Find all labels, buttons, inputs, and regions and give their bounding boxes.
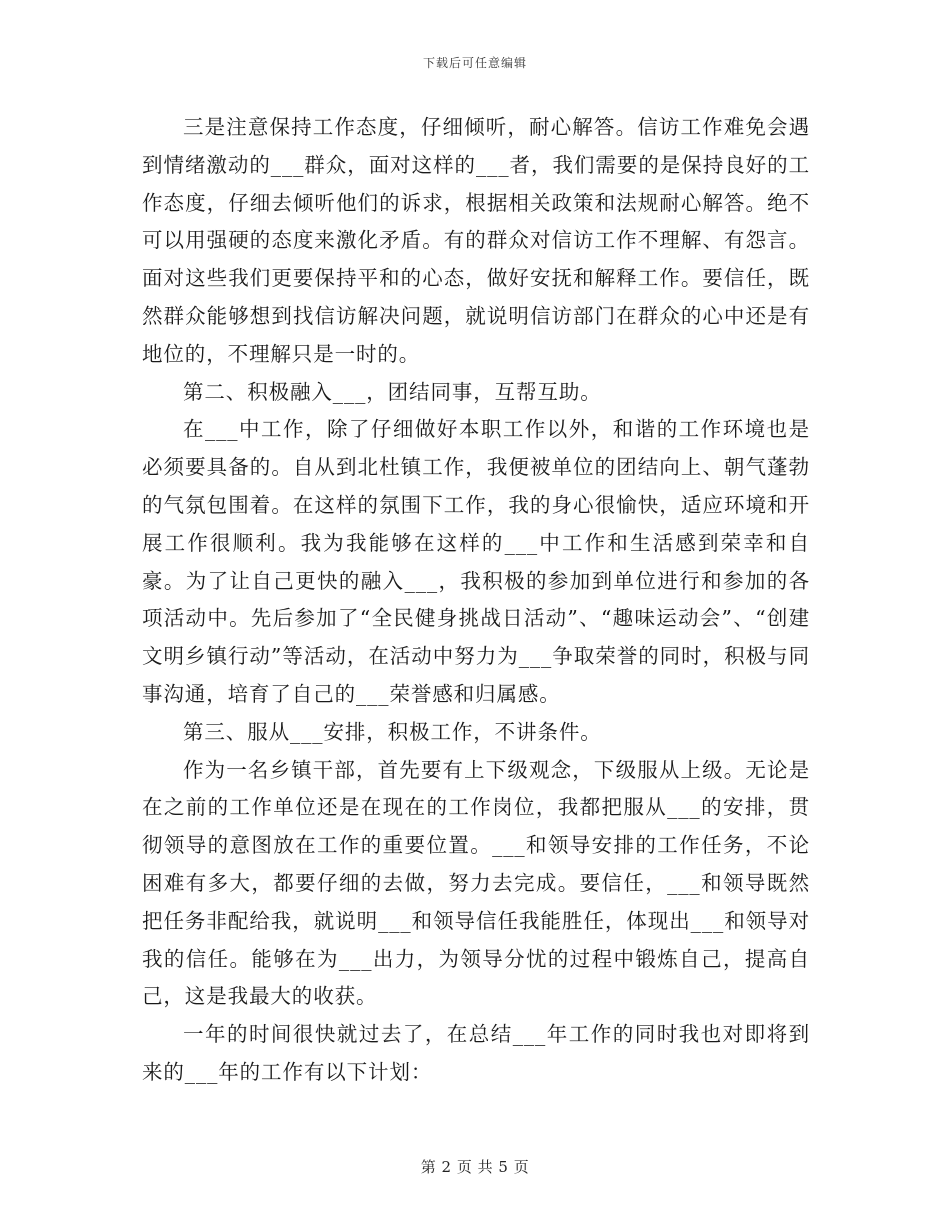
paragraph-next-year-plan: 一年的时间很快就过去了，在总结___年工作的同时我也对即将到来的___年的工作有以下计划： <box>142 1022 810 1084</box>
document-body <box>142 109 810 1092</box>
paragraph-cadre-duty: 作为一名乡镇干部，首先要有上下级观念，下级服从上级。无论是在之前的工作单位还是在现在的工作岗位，我都把服从___的安排，贯彻领导的意图放在工作的重要位置。___和领导安排的工作任务，不论困难有多大，都要仔细的去做，努力去完成。要信任，___和领导既然把任务非配给我，就说明___和领导信任我能胜任，体现出___和领导对我的信任。能够在为___出力，为领导分忧的过程中锻炼自己，提高自己，这是我最大的收获。 <box>142 757 810 1009</box>
page-header-note: 下载后可任意编辑 <box>422 56 527 70</box>
heading-third-obey: 第三、服从___安排，积极工作，不讲条件。 <box>183 719 602 744</box>
page-number: 第 2 页 共 5 页 <box>420 1158 530 1176</box>
paragraph-work-environment: 在___中工作，除了仔细做好本职工作以外，和谐的工作环境也是必须要具备的。自从到北杜镇工作，我便被单位的团结向上、朝气蓬勃的气氛包围着。在这样的氛围下工作，我的身心很愉快，适应环境和开展工作很顺利。我为我能够在这样的___中工作和生活感到荣幸和自豪。为了让自己更快的融入___，我积极的参加到单位进行和参加的各项活动中。先后参加了“全民健身挑战日活动”、“趣味运动会”、“创建文明乡镇行动”等活动，在活动中努力为___争取荣誉的同时，积极与同事沟通，培育了自己的___荣誉感和归属感。 <box>142 417 810 706</box>
paragraph-attitude: 三是注意保持工作态度，仔细倾听，耐心解答。信访工作难免会遇到情绪激动的___群众，面对这样的___者，我们需要的是保持良好的工作态度，仔细去倾听他们的诉求，根据相关政策和法规耐心解答。绝不可以用强硬的态度来激化矛盾。有的群众对信访工作不理解、有怨言。面对这些我们更要保持平和的心态，做好安抚和解释工作。要信任，既然群众能够想到找信访解决问题，就说明信访部门在群众的心中还是有地位的，不理解只是一时的。 <box>142 115 810 366</box>
heading-second-integrate: 第二、积极融入___，团结同事，互帮互助。 <box>183 379 602 404</box>
